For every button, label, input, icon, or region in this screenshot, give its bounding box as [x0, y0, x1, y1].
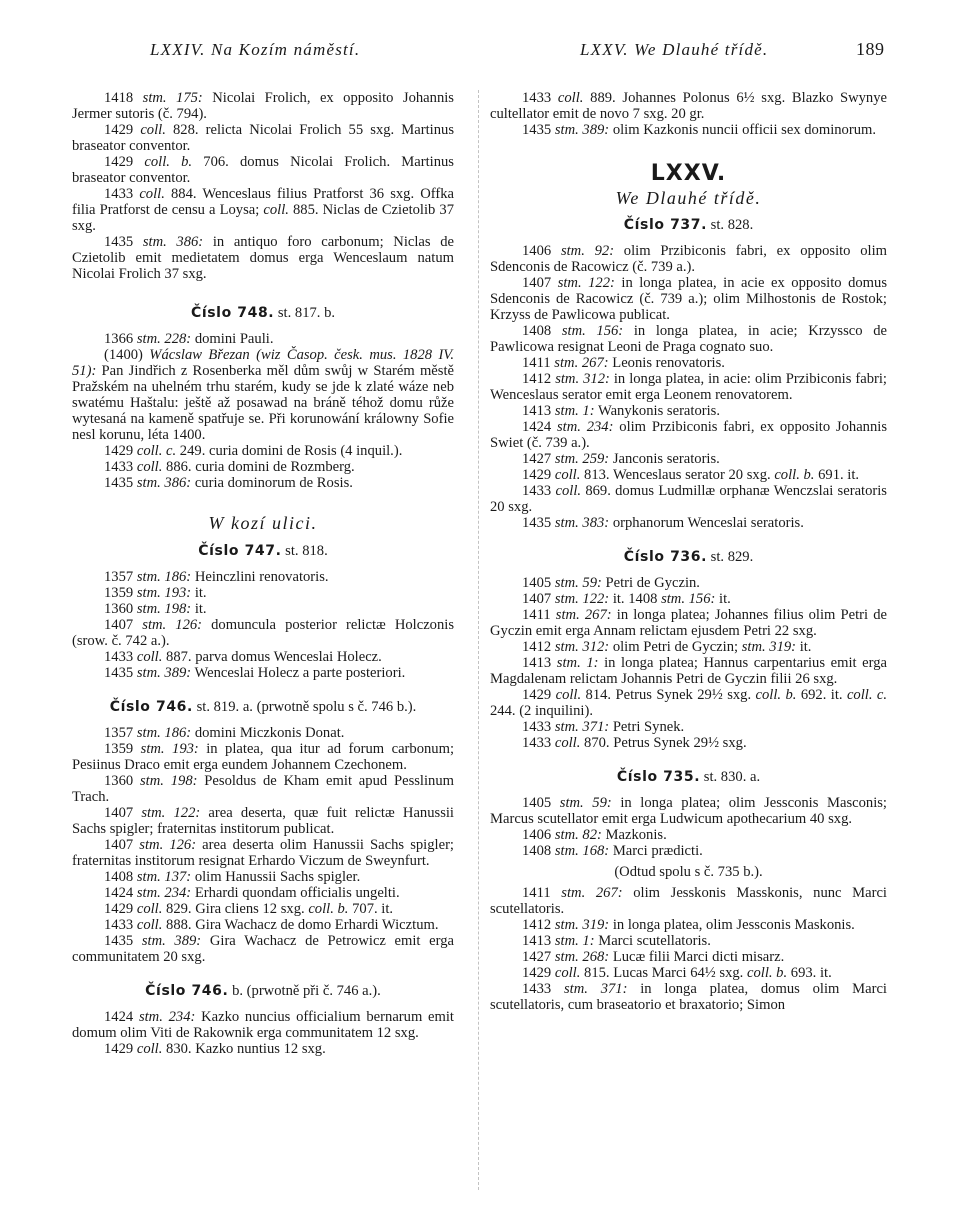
entry: (1400) Wácslaw Březan (wiz Časop. česk. mus. 1828 IV. 51): Pan Jindřich z Rosenberka měl dům swůj w Starém městě Pražském na uhelném trhu starém, kudy se jde k zlaté wáze neb swatému Haštalu: ještě až posawad na bráně téhož domu růže wytesaná na kameně spatřuje se. Při korunowání králowny Sofie nesl korunu, léta 1400.	[72, 347, 454, 443]
entry: 1360 stm. 198: Pesoldus de Kham emit apud Pesslinum Trach.	[72, 773, 454, 805]
entry: 1429 coll. c. 249. curia domini de Rosis (4 inquil.).	[104, 443, 403, 459]
entry: 1412 stm. 312: olim Petri de Gyczin; stm. 319: it.	[522, 639, 812, 655]
entry: 1429 coll. 814. Petrus Synek 29½ sxg. coll. b. 692. it. coll. c. 244. (2 inquilini).	[490, 687, 887, 719]
house-heading: Číslo 736. st. 829.	[623, 549, 754, 565]
house-heading: Číslo 746. b. (prwotně při č. 746 a.).	[145, 983, 381, 999]
entry: 1424 stm. 234: Erhardi quondam officialis ungelti.	[104, 885, 400, 901]
entry: 1407 stm. 126: domuncula posterior relictæ Holczonis (srow. č. 742 a.).	[72, 617, 454, 649]
section-heading: LXXV.	[650, 161, 727, 186]
entry: 1412 stm. 312: in longa platea, in acie: olim Przibiconis fabri; Wenceslaus serator emit erga Leonem renovatorem.	[490, 371, 887, 403]
entry: 1429 coll. 828. relicta Nicolai Frolich 55 sxg. Martinus braseator conventor.	[72, 122, 454, 154]
entry: 1429 coll. 830. Kazko nuntius 12 sxg.	[104, 1041, 326, 1057]
entry: 1433 coll. 888. Gira Wachacz de domo Erhardi Wicztum.	[104, 917, 439, 933]
right-column	[490, 90, 887, 1013]
house-heading: Číslo 735. st. 830. a.	[616, 769, 761, 785]
entry: 1435 stm. 389: Wenceslai Holecz a parte posteriori.	[104, 665, 406, 681]
entry: 1433 stm. 371: in longa platea, domus olim Marci scutellatoris, cum braseatorio et braxatorio; Simon	[490, 981, 887, 1013]
entry: 1433 stm. 371: Petri Synek.	[522, 719, 685, 735]
entry: 1424 stm. 234: Kazko nuncius officialium bernarum emit domum olim Viti de Rakownik erga communitatem 12 sxg.	[72, 1009, 454, 1041]
street-heading: W kozí ulici.	[208, 513, 318, 533]
entry: 1435 stm. 389: Gira Wachacz de Petrowicz emit erga communitatem 20 sxg.	[72, 933, 454, 965]
left-column	[72, 90, 454, 1057]
entry: 1427 stm. 259: Janconis seratoris.	[522, 451, 720, 467]
house-heading: Číslo 746. st. 819. a. (prwotně spolu s č. 746 b.).	[109, 699, 417, 715]
entry: 1408 stm. 137: olim Hanussii Sachs spigler.	[104, 869, 361, 885]
entry: 1429 coll. b. 706. domus Nicolai Frolich. Martinus braseator conventor.	[72, 154, 454, 186]
house-heading: Číslo 737. st. 828.	[623, 217, 754, 233]
entry: 1408 stm. 168: Marci prædicti.	[522, 843, 703, 859]
entry: 1360 stm. 198: it.	[104, 601, 207, 617]
entry: 1357 stm. 186: domini Miczkonis Donat.	[104, 725, 345, 741]
entry: 1408 stm. 156: in longa platea, in acie; Krzyssco de Pawlicowa resignat Leoni de Praga cognato suo.	[490, 323, 887, 355]
entry: 1424 stm. 234: olim Przibiconis fabri, ex opposito Johannis Swiet (č. 739 a.).	[490, 419, 887, 451]
entry: 1433 coll. 886. curia domini de Rozmberg.	[104, 459, 355, 475]
entry: 1429 coll. 815. Lucas Marci 64½ sxg. coll. b. 693. it.	[522, 965, 832, 981]
entry: 1435 stm. 386: in antiquo foro carbonum; Niclas de Czietolib emit medietatem domus erga Wenceslaum natum Nicolai Frolich 37 sxg.	[72, 234, 454, 282]
entry: 1429 coll. 813. Wenceslaus serator 20 sxg. coll. b. 691. it.	[522, 467, 860, 483]
entry: 1407 stm. 122: area deserta, quæ fuit relictæ Hanussii Sachs spigler; fraternitas institorum publicat.	[72, 805, 454, 837]
running-head-left: LXXIV. Na Kozím náměstí.	[150, 40, 361, 59]
entry: 1406 stm. 82: Mazkonis.	[522, 827, 667, 843]
entry: 1411 stm. 267: in longa platea; Johannes filius olim Petri de Gyczin emit erga Annam relictam ejusdem Petri 22 sxg.	[490, 607, 888, 639]
entry: 1413 stm. 1: Marci scutellatoris.	[522, 933, 711, 949]
entry: 1407 stm. 122: in longa platea, in acie ex opposito domus Sdenconis de Racowicz (č. 739 a.); olim Milhostonis de Rostok; Krzyss de Pawlicowa publicat.	[490, 275, 887, 323]
street-heading: We Dlauhé třídě.	[615, 188, 762, 208]
entry: 1359 stm. 193: it.	[104, 585, 207, 601]
entry: 1412 stm. 319: in longa platea, olim Jessconis Maskonis.	[522, 917, 855, 933]
entry: 1435 stm. 383: orphanorum Wenceslai seratoris.	[522, 515, 804, 531]
house-heading: Číslo 747. st. 818.	[198, 543, 328, 559]
running-head-right: LXXV. We Dlauhé třídě.	[580, 40, 769, 59]
column-divider	[478, 90, 479, 1190]
entry: 1433 coll. 887. parva domus Wenceslai Holecz.	[104, 649, 382, 665]
entry: 1433 coll. 884. Wenceslaus filius Pratforst 36 sxg. Offka filia Pratforst de censu a Loysa; coll. 885. Niclas de Czietolib 37 sxg.	[72, 186, 454, 234]
entry: 1406 stm. 92: olim Przibiconis fabri, ex opposito olim Sdenconis de Racowicz (č. 739 a.).	[490, 243, 887, 275]
entry: 1405 stm. 59: in longa platea; olim Jessconis Masconis; Marcus scutellator emit erga Ludwicum apothecarium 40 sxg.	[490, 795, 887, 827]
entry: 1359 stm. 193: in platea, qua itur ad forum carbonum; Pesiinus Draco emit erga eundem Johannem Czechonem.	[72, 741, 455, 773]
entry: 1413 stm. 1: in longa platea; Hannus carpentarius emit erga Magdalenam relictam Johannis Petri de Gyczin filii 26 sxg.	[490, 655, 888, 687]
entry: 1433 coll. 889. Johannes Polonus 6½ sxg. Blazko Swynye cultellator emit de novo 7 sxg. 20 gr.	[490, 90, 887, 122]
entry: 1413 stm. 1: Wanykonis seratoris.	[522, 403, 720, 419]
entry: 1435 stm. 386: curia dominorum de Rosis.	[104, 475, 353, 491]
entry: 1366 stm. 228: domini Pauli.	[104, 331, 274, 347]
entry: 1418 stm. 175: Nicolai Frolich, ex opposito Johannis Jermer sutoris (č. 794).	[72, 90, 454, 122]
section-note: (Odtud spolu s č. 735 b.).	[614, 864, 763, 880]
entry: 1357 stm. 186: Heinczlini renovatoris.	[104, 569, 329, 585]
entry: 1411 stm. 267: olim Jesskonis Masskonis, nunc Marci scutellatoris.	[490, 885, 887, 917]
house-heading: Číslo 748. st. 817. b.	[190, 305, 336, 321]
entry: 1433 coll. 870. Petrus Synek 29½ sxg.	[522, 735, 747, 751]
entry: 1435 stm. 389: olim Kazkonis nuncii officii sex dominorum.	[522, 122, 877, 138]
entry: 1407 stm. 126: area deserta olim Hanussii Sachs spigler; fraternitas institorum resignat Erhardo Viczum de Sweynfurt.	[72, 837, 454, 869]
entry: 1405 stm. 59: Petri de Gyczin.	[522, 575, 700, 591]
entry: 1427 stm. 268: Lucæ filii Marci dicti misarz.	[522, 949, 785, 965]
entry: 1411 stm. 267: Leonis renovatoris.	[522, 355, 725, 371]
entry: 1433 coll. 869. domus Ludmillæ orphanæ Wenczslai seratoris 20 sxg.	[490, 483, 887, 515]
entry: 1407 stm. 122: it. 1408 stm. 156: it.	[522, 591, 731, 607]
page-number: 189	[856, 39, 885, 59]
entry: 1429 coll. 829. Gira cliens 12 sxg. coll. b. 707. it.	[104, 901, 394, 917]
